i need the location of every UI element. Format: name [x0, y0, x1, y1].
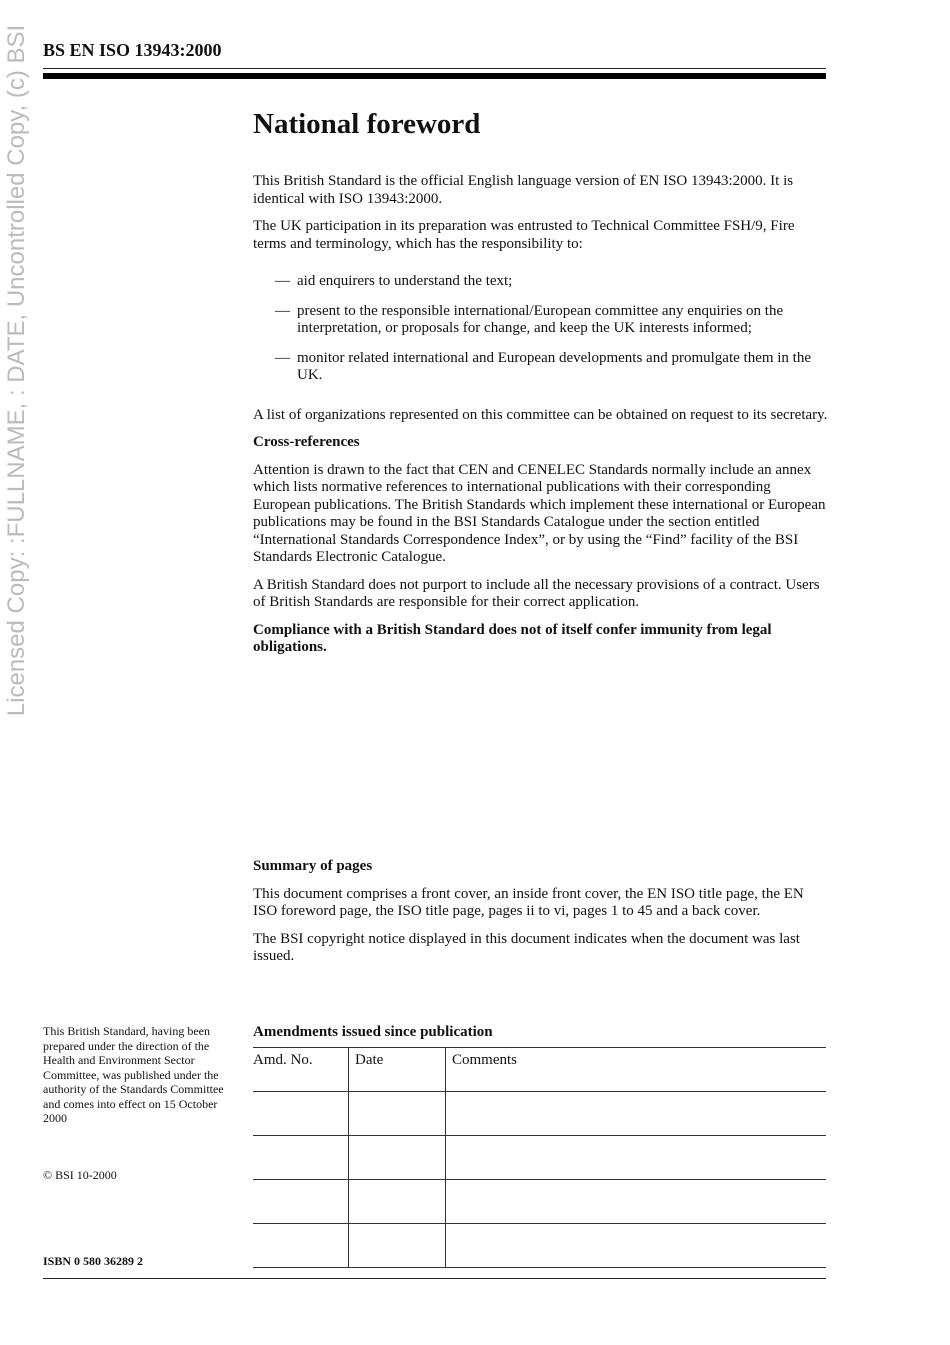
table-row [253, 1180, 826, 1224]
intro-paragraph-2: The UK participation in its preparation was entrusted to Technical Committee FSH/9, Fire terms and terminology, which has the responsibility to: [253, 218, 795, 252]
contract-paragraph: A British Standard does not purport to include all the necessary provisions of a contract. Users of British Standards are responsible for their correct application. [253, 576, 820, 610]
crossref-paragraph: Attention is drawn to the fact that CEN and CENELEC Standards normally include an annex which lists normative references to international publications with their corresponding European publications. The British Standards which implement these international or European publications may be found in the BSI Standards Catalogue under the section entitled “International Standards Correspondence Index”, or by using the “Find” facility of the BSI Standards Electronic Catalogue. [253, 461, 826, 565]
table-row [253, 1224, 826, 1268]
license-watermark: Licensed Copy: :FULLNAME, : DATE, Uncontrolled Copy, (c) BSI [3, 24, 30, 717]
column-header-amd-no: Amd. No. [253, 1048, 349, 1092]
list-item: — present to the responsible international/European committee any enquiries on the interpretation, or proposals for change, and keep the UK interests informed; [275, 302, 784, 336]
summary-heading: Summary of pages [253, 858, 373, 874]
amendments-table [253, 1047, 826, 1268]
isbn: ISBN 0 580 36289 2 [43, 1254, 144, 1268]
crossref-heading: Cross-references [253, 434, 360, 450]
list-item: — monitor related international and European developments and promulgate them in the UK. [275, 349, 812, 383]
summary-paragraph-1: This document comprises a front cover, an inside front cover, the EN ISO title page, the EN ISO foreword page, the ISO title page, pages ii to vi, pages 1 to 45 and a back cover. [253, 885, 804, 919]
amendments-section [253, 1024, 826, 1268]
table-row [253, 1092, 826, 1136]
dash-bullet: — [275, 273, 290, 289]
column-header-date: Date [349, 1048, 446, 1092]
compliance-statement: Compliance with a British Standard does not of itself confer immunity from legal obligations. [253, 621, 772, 655]
summary-paragraph-2: The BSI copyright notice displayed in this document indicates when the document was last issued. [253, 930, 800, 964]
intro-paragraph-1: This British Standard is the official English language version of EN ISO 13943:2000. It is identical with ISO 13943:2000. [253, 173, 794, 207]
summary-section [253, 858, 828, 976]
document-code: BS EN ISO 13943:2000 [43, 40, 222, 60]
responsibility-list [253, 273, 828, 385]
page-title: National foreword [253, 108, 481, 140]
organizations-paragraph: A list of organizations represented on this committee can be obtained on request to its secretary. [253, 406, 828, 423]
dash-bullet: — [275, 349, 290, 366]
header-rule-thick [43, 73, 826, 79]
foreword-section [253, 106, 828, 667]
footer-rule [43, 1278, 826, 1279]
dash-bullet: — [275, 302, 290, 319]
header-rule-thin [43, 68, 826, 69]
copyright-notice: © BSI 10-2000 [43, 1168, 117, 1182]
table-row [253, 1136, 826, 1180]
amendments-heading: Amendments issued since publication [253, 1024, 493, 1040]
list-item: — aid enquirers to understand the text; [275, 273, 513, 289]
column-header-comments: Comments [452, 1052, 518, 1068]
table-header-row [253, 1048, 826, 1092]
publication-note: This British Standard, having been prepared under the direction of the Health and Environment Sector Committee, was published under the authority of the Standards Committee and comes into effect on 15 October 2000 [43, 1024, 224, 1125]
